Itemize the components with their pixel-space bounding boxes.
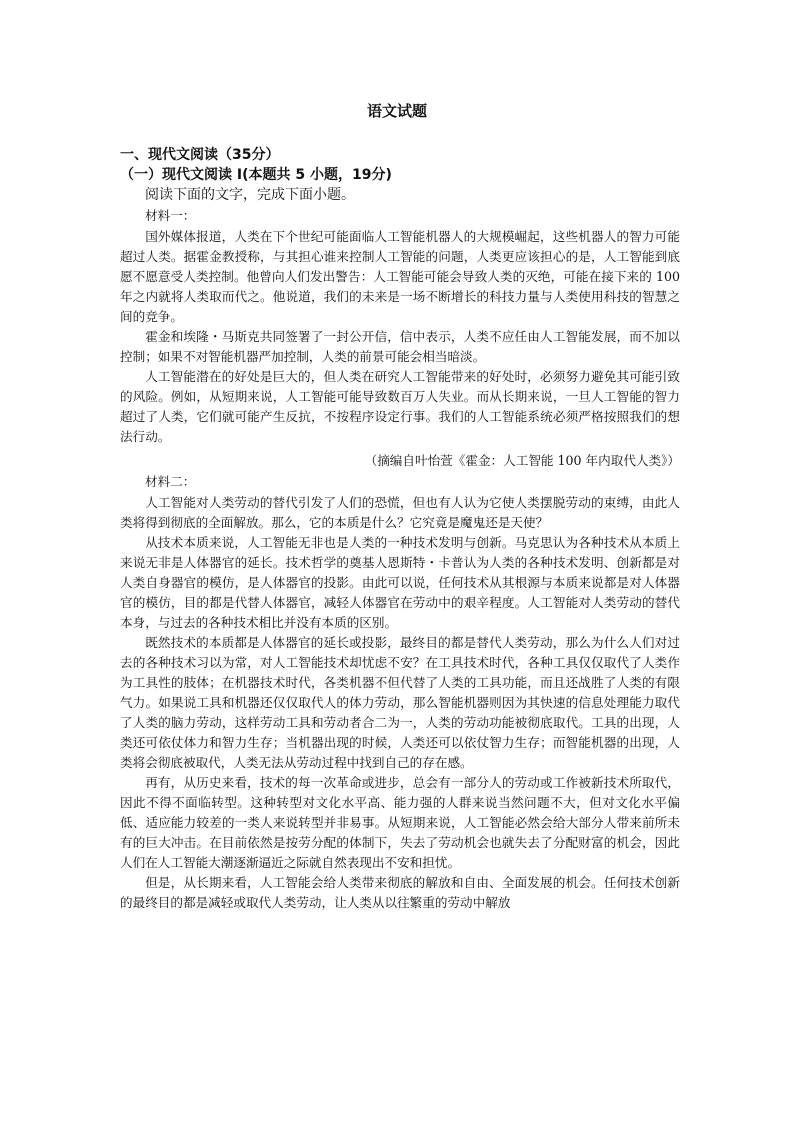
subsection-heading: （一）现代文阅读 I(本题共 5 小题，19分) <box>120 167 392 183</box>
material2-paragraph: 再有，从历史来看，技术的每一次革命或进步，总会有一部分人的劳动或工作被新技术所取代，因此不得不面临转型。这种转型对文化水平高、能力强的人群来说当然问题不大，但对文化水平偏低、适应能力较差的一类人来说转型并非易事。从短期来说，人工智能必然会给大部分人带来前所未有的巨大冲击。在目前依然是按劳分配的体制下，失去了劳动机会也就失去了分配财富的机会，因此人们在人工智能大潮逐渐逼近之际就自然表现出不安和担忧。 <box>120 775 680 870</box>
page-title: 语文试题 <box>366 102 427 120</box>
material2-paragraph: 从技术本质来说，人工智能无非也是人类的一种技术发明与创新。马克思认为各种技术从本质上来说无非是人体器官的延长。技术哲学的奠基人恩斯特・卡普认为人类的各种技术发明、创新都是对人类自身器官的模仿，是人体器官的投影。由此可以说，任何技术从其根源与本质来说都是对人体器官的模仿，目的都是代替人体器官，减轻人体器官在劳动中的艰辛程度。人工智能对人类劳动的替代本身，与过去的各种技术相比并没有本质的区别。 <box>120 535 680 630</box>
material2-paragraph: 既然技术的本质都是人体器官的延长或投影，最终目的都是替代人类劳动，那么为什么人们对过去的各种技术习以为常，对人工智能技术却忧虑不安？在工具技术时代，各种工具仅仅取代了人类作为工具性的肢体；在机器技术时代，各类机器不但代替了人类的工具功能，而且还战胜了人类的有限气力。如果说工具和机器还仅仅取代人的体力劳动，那么智能机器则因为其快速的信息处理能力取代了人类的脑力劳动，这样劳动工具和劳动者合二为一，人类的劳动功能被彻底取代。工具的出现，人类还可依仗体力和智力生存；当机器出现的时候，人类还可以依仗智力生存；而智能机器的出现，人类将会彻底被取代，人类无法从劳动过程中找到自己的存在感。 <box>120 635 680 770</box>
material2-paragraph: 人工智能对人类劳动的替代引发了人们的恐慌，但也有人认为它使人类摆脱劳动的束缚，由此人类将得到彻底的全面解放。那么，它的本质是什么？它究竟是魔鬼还是天使？ <box>120 495 680 530</box>
material2-body <box>120 493 680 913</box>
material1-paragraph: 国外媒体报道，人类在下个世纪可能面临人工智能机器人的大规模崛起，这些机器人的智力可能超过人类。据霍金教授称，与其担心谁来控制人工智能的问题，人类更应该担心的是，人工智能到底愿不愿意受人类控制。他曾向人们发出警告：人工智能可能会导致人类的灭绝，可能在接下来的 100 年之内就将人类取而代之。他说道，我们的未来是一场不断增长的科技力量与人类使用科技的智慧之间的竞争。 <box>120 229 680 324</box>
instruction: 阅读下面的文字，完成下面小题。 <box>145 187 355 203</box>
material1-label: 材料一： <box>145 208 196 223</box>
material2-label: 材料二： <box>145 474 196 489</box>
material1-source: （摘编自叶怡萱《霍金：人工智能 100 年内取代人类》） <box>364 453 680 468</box>
material2-paragraph: 但是，从长期来看，人工智能会给人类带来彻底的解放和自由、全面发展的机会。任何技术创新的最终目的都是减轻或取代人类劳动，让人类从以往繁重的劳动中解放 <box>120 875 680 910</box>
section-heading: 一、现代文阅读（35分） <box>120 147 280 163</box>
material1-paragraph: 霍金和埃隆・马斯克共同签署了一封公开信，信中表示，人类不应任由人工智能发展，而不加以控制；如果不对智能机器严加控制，人类的前景可能会相当暗淡。 <box>120 329 680 364</box>
material1-body <box>120 227 680 447</box>
material1-paragraph: 人工智能潜在的好处是巨大的，但人类在研究人工智能带来的好处时，必须努力避免其可能引致的风险。例如，从短期来说，人工智能可能导致数百万人失业。而从长期来说，一旦人工智能的智力超过了人类，它们就可能产生反抗，不按程序设定行事。我们的人工智能系统必须严格按照我们的想法行动。 <box>120 369 680 444</box>
